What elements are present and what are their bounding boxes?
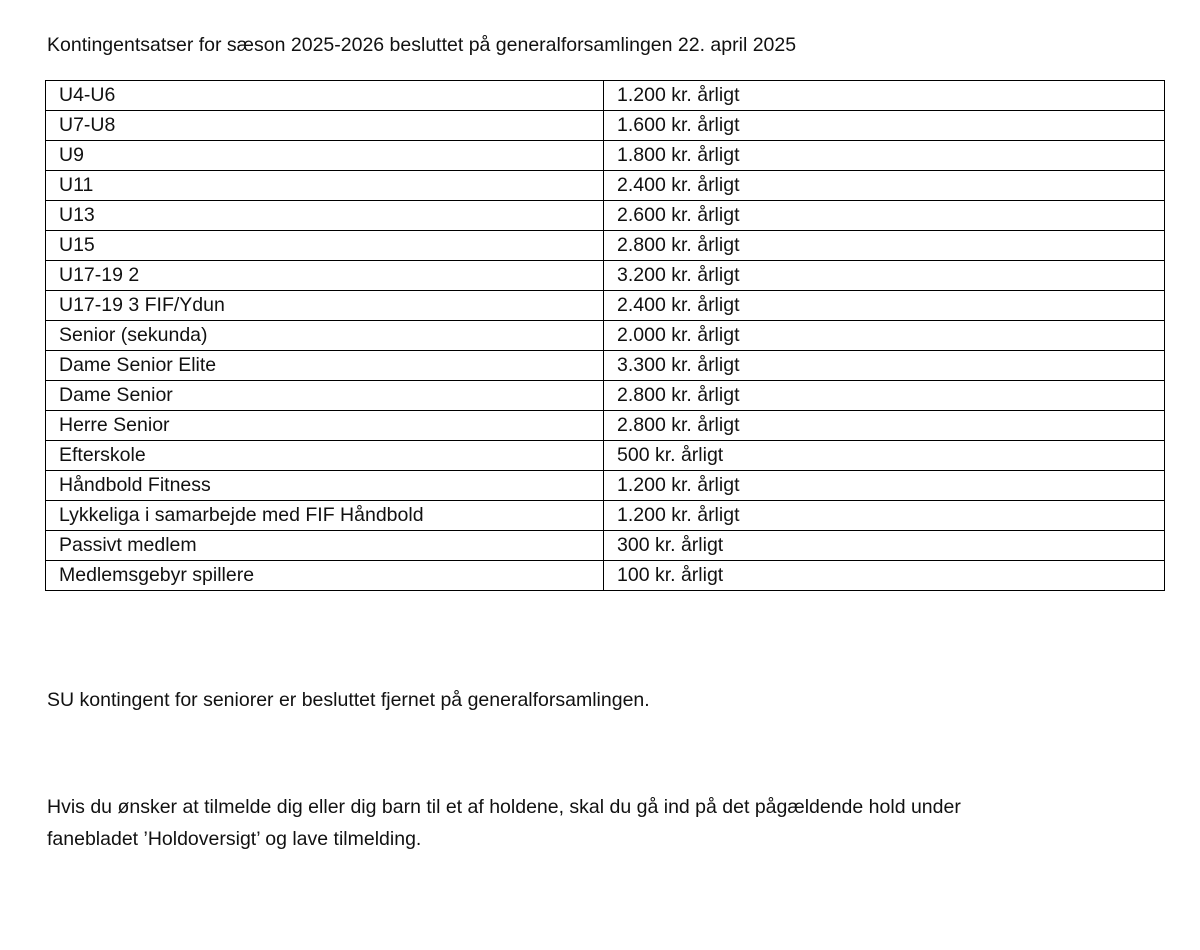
fee-price-cell: 2.000 kr. årligt (604, 321, 1165, 351)
table-row (46, 531, 1165, 561)
table-row (46, 411, 1165, 441)
fee-price-cell: 500 kr. årligt (604, 441, 1165, 471)
fee-group-cell: U17-19 2 (46, 261, 604, 291)
fee-group-cell: U4-U6 (46, 81, 604, 111)
fee-price-cell: 2.800 kr. årligt (604, 231, 1165, 261)
document-heading: Kontingentsatser for sæson 2025-2026 besluttet på generalforsamlingen 22. april 2025 (47, 34, 797, 56)
fee-price-cell: 2.800 kr. årligt (604, 411, 1165, 441)
su-note: SU kontingent for seniorer er besluttet fjernet på generalforsamlingen. (47, 689, 650, 711)
table-row (46, 261, 1165, 291)
fee-group-cell: Medlemsgebyr spillere (46, 561, 604, 591)
table-row (46, 441, 1165, 471)
table-row (46, 111, 1165, 141)
fee-group-cell: U11 (46, 171, 604, 201)
fee-price-cell: 3.200 kr. årligt (604, 261, 1165, 291)
fee-group-cell: Senior (sekunda) (46, 321, 604, 351)
fee-price-cell: 2.400 kr. årligt (604, 291, 1165, 321)
fee-table (45, 80, 1165, 591)
fee-group-cell: Herre Senior (46, 411, 604, 441)
fee-group-cell: Efterskole (46, 441, 604, 471)
table-row (46, 501, 1165, 531)
fee-price-cell: 100 kr. årligt (604, 561, 1165, 591)
signup-info-line-2: fanebladet ’Holdoversigt’ og lave tilmelding. (47, 828, 422, 850)
fee-table-body (46, 81, 1165, 591)
fee-group-cell: U17-19 3 FIF/Ydun (46, 291, 604, 321)
table-row (46, 231, 1165, 261)
fee-price-cell: 1.800 kr. årligt (604, 141, 1165, 171)
signup-info-line-1: Hvis du ønsker at tilmelde dig eller dig barn til et af holdene, skal du gå ind på det pågældende hold under (47, 796, 961, 818)
fee-group-cell: Dame Senior Elite (46, 351, 604, 381)
table-row (46, 561, 1165, 591)
fee-price-cell: 3.300 kr. årligt (604, 351, 1165, 381)
table-row (46, 381, 1165, 411)
fee-price-cell: 1.200 kr. årligt (604, 501, 1165, 531)
fee-price-cell: 2.400 kr. årligt (604, 171, 1165, 201)
fee-group-cell: U13 (46, 201, 604, 231)
fee-group-cell: Lykkeliga i samarbejde med FIF Håndbold (46, 501, 604, 531)
fee-group-cell: U7-U8 (46, 111, 604, 141)
fee-price-cell: 1.200 kr. årligt (604, 81, 1165, 111)
table-row (46, 171, 1165, 201)
table-row (46, 81, 1165, 111)
table-row (46, 471, 1165, 501)
fee-group-cell: Dame Senior (46, 381, 604, 411)
fee-group-cell: Håndbold Fitness (46, 471, 604, 501)
fee-price-cell: 1.600 kr. årligt (604, 111, 1165, 141)
table-row (46, 351, 1165, 381)
table-row (46, 321, 1165, 351)
fee-price-cell: 1.200 kr. årligt (604, 471, 1165, 501)
fee-group-cell: U9 (46, 141, 604, 171)
fee-price-cell: 2.600 kr. årligt (604, 201, 1165, 231)
fee-group-cell: Passivt medlem (46, 531, 604, 561)
signup-info (47, 791, 1157, 855)
table-row (46, 291, 1165, 321)
table-row (46, 141, 1165, 171)
table-row (46, 201, 1165, 231)
fee-price-cell: 2.800 kr. årligt (604, 381, 1165, 411)
fee-price-cell: 300 kr. årligt (604, 531, 1165, 561)
fee-group-cell: U15 (46, 231, 604, 261)
